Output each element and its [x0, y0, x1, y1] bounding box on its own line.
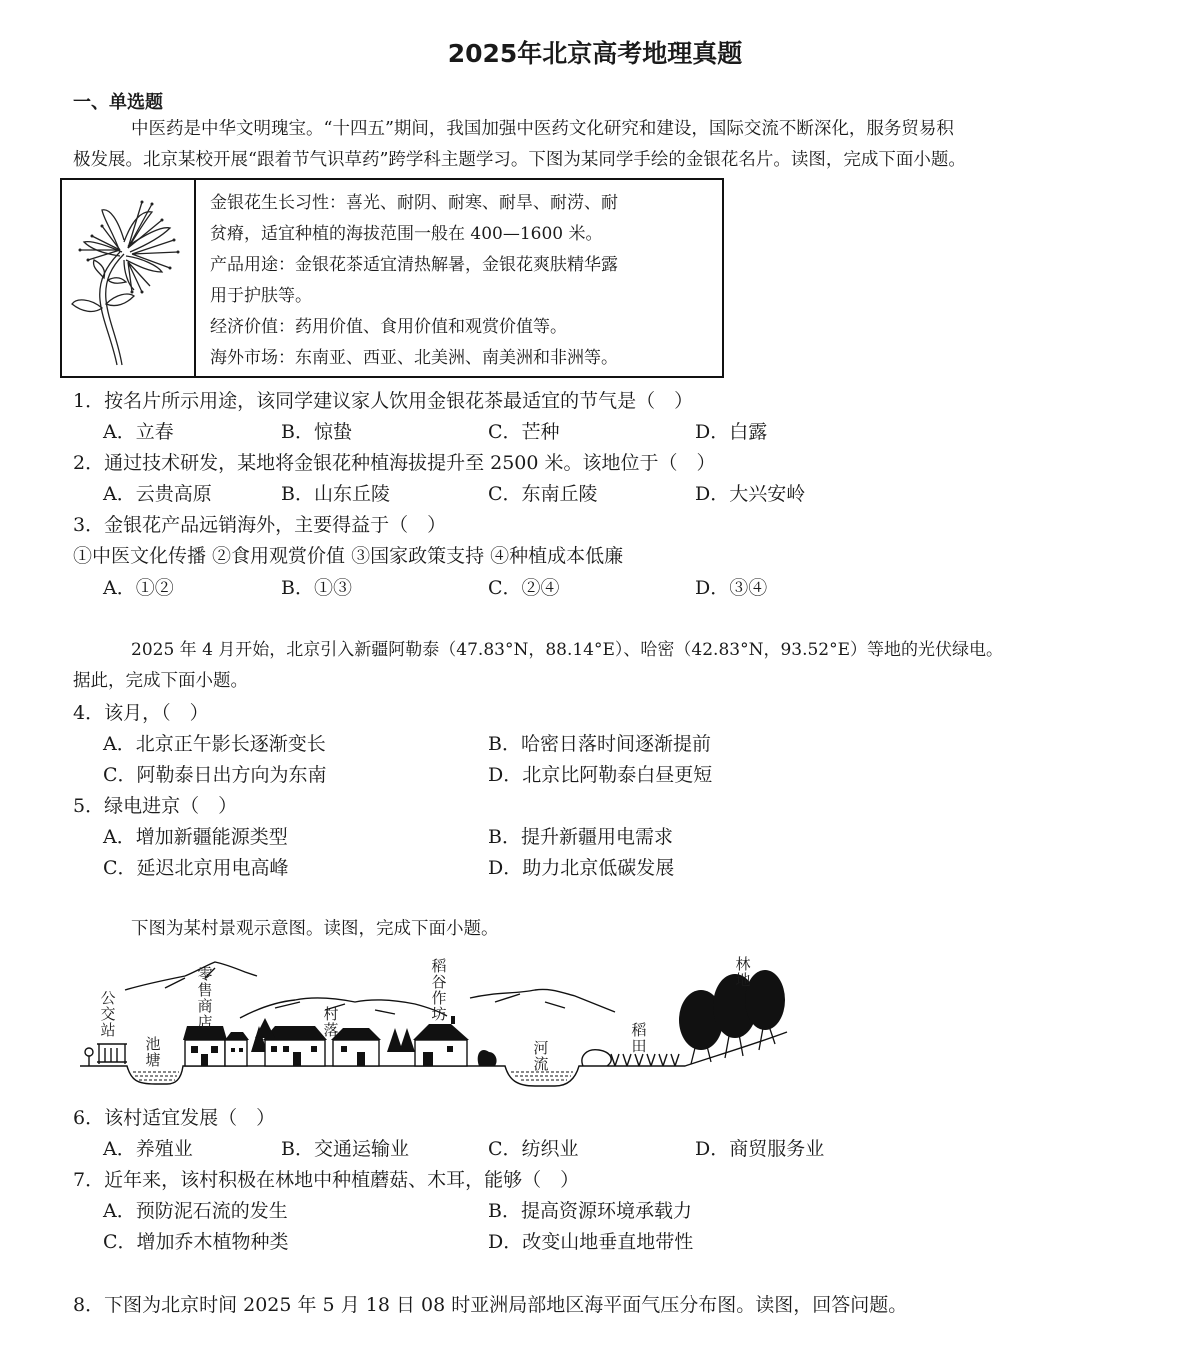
question-7-stem: 7．近年来，该村积极在林地中种植蘑菇、木耳，能够（ ） — [73, 1169, 580, 1191]
label-pond: 池塘 — [145, 1035, 161, 1069]
question-6-option-d[interactable]: D．商贸服务业 — [695, 1138, 825, 1160]
honeysuckle-card — [60, 178, 724, 378]
question-1-option-a[interactable]: A．立春 — [103, 421, 174, 443]
question-4-option-a[interactable]: A．北京正午影长逐渐变长 — [103, 733, 326, 755]
label-retail-shop: 零售商店 — [197, 965, 213, 1031]
intro-paragraph-1-line-1: 中医药是中华文明瑰宝。“十四五”期间，我国加强中医药文化研究和建设，国际交流不断深化，服务贸易积 — [131, 119, 954, 139]
label-village: 村落 — [323, 1005, 339, 1039]
question-5-option-a[interactable]: A．增加新疆能源类型 — [103, 826, 288, 848]
label-rice-workshop: 稻谷作坊 — [431, 957, 447, 1023]
card-line-growth-2: 贫瘠，适宜种植的海拔范围一般在 400—1600 米。 — [210, 224, 603, 244]
question-5-option-b[interactable]: B．提升新疆用电需求 — [488, 826, 673, 848]
card-line-growth-1: 金银花生长习性：喜光、耐阴、耐寒、耐旱、耐涝、耐 — [210, 193, 618, 213]
card-line-overseas-market: 海外市场：东南亚、西亚、北美洲、南美洲和非洲等。 — [210, 348, 618, 368]
question-3-statements: ①中医文化传播 ②食用观赏价值 ③国家政策支持 ④种植成本低廉 — [73, 545, 624, 567]
section-heading: 一、单选题 — [73, 92, 163, 113]
question-6-option-c[interactable]: C．纺织业 — [488, 1138, 579, 1160]
intro-paragraph-2-line-2: 据此，完成下面小题。 — [73, 671, 248, 691]
card-line-economic-value: 经济价值：药用价值、食用价值和观赏价值等。 — [210, 317, 567, 337]
question-1-option-b[interactable]: B．惊蛰 — [281, 421, 352, 443]
question-3-option-a[interactable]: A．①② — [103, 577, 174, 599]
label-paddy-field: 稻田 — [631, 1021, 647, 1055]
question-7-option-a[interactable]: A．预防泥石流的发生 — [103, 1200, 288, 1222]
question-2-option-b[interactable]: B．山东丘陵 — [281, 483, 390, 505]
question-5-option-c[interactable]: C．延迟北京用电高峰 — [103, 857, 289, 879]
card-line-usage-1: 产品用途：金银花茶适宜清热解暑，金银花爽肤精华露 — [210, 255, 618, 275]
question-6-stem: 6．该村适宜发展（ ） — [73, 1107, 276, 1129]
label-river: 河流 — [533, 1039, 549, 1073]
question-3-stem: 3．金银花产品远销海外，主要得益于（ ） — [73, 514, 447, 536]
label-bus-stop: 公交站 — [100, 989, 116, 1039]
question-7-option-b[interactable]: B．提高资源环境承载力 — [488, 1200, 692, 1222]
question-7-option-d[interactable]: D．改变山地垂直地带性 — [488, 1231, 694, 1253]
intro-paragraph-1-line-2: 极发展。北京某校开展“跟着节气识草药”跨学科主题学习。下图为某同学手绘的金银花名片。读图，完成下面小题。 — [73, 150, 966, 170]
question-2-option-d[interactable]: D．大兴安岭 — [695, 483, 806, 505]
card-line-usage-2: 用于护肤等。 — [210, 286, 312, 306]
question-1-option-c[interactable]: C．芒种 — [488, 421, 560, 443]
question-3-option-b[interactable]: B．①③ — [281, 577, 352, 599]
question-4-stem: 4．该月，（ ） — [73, 702, 209, 724]
question-2-option-c[interactable]: C．东南丘陵 — [488, 483, 598, 505]
question-7-option-c[interactable]: C．增加乔木植物种类 — [103, 1231, 289, 1253]
question-2-option-a[interactable]: A．云贵高原 — [103, 483, 212, 505]
question-8-stem: 8．下图为北京时间 2025 年 5 月 18 日 08 时亚洲局部地区海平面气压分布图。读图，回答问题。 — [73, 1294, 908, 1316]
intro-paragraph-2-line-1: 2025 年 4 月开始，北京引入新疆阿勒泰（47.83°N，88.14°E）、哈密（42.83°N，93.52°E）等地的光伏绿电。 — [131, 640, 1004, 660]
honeysuckle-icon — [62, 180, 192, 376]
question-3-option-d[interactable]: D．③④ — [695, 577, 768, 599]
question-3-option-c[interactable]: C．②④ — [488, 577, 560, 599]
question-1-option-d[interactable]: D．白露 — [695, 421, 768, 443]
question-6-option-b[interactable]: B．交通运输业 — [281, 1138, 409, 1160]
question-1-stem: 1．按名片所示用途，该同学建议家人饮用金银花茶最适宜的节气是（ ） — [73, 390, 694, 412]
question-2-stem: 2．通过技术研发，某地将金银花种植海拔提升至 2500 米。该地位于（ ） — [73, 452, 716, 474]
question-5-stem: 5．绿电进京（ ） — [73, 795, 238, 817]
label-forest: 林地 — [735, 955, 751, 989]
card-text — [196, 180, 722, 376]
honeysuckle-illustration — [62, 180, 196, 376]
question-6-option-a[interactable]: A．养殖业 — [103, 1138, 193, 1160]
page-title: 2025年北京高考地理真题 — [447, 39, 743, 68]
question-4-option-d[interactable]: D．北京比阿勒泰白昼更短 — [488, 764, 713, 786]
question-5-option-d[interactable]: D．助力北京低碳发展 — [488, 857, 675, 879]
question-4-option-c[interactable]: C．阿勒泰日出方向为东南 — [103, 764, 327, 786]
intro-paragraph-3: 下图为某村景观示意图。读图，完成下面小题。 — [131, 919, 499, 939]
village-landscape-figure — [75, 948, 795, 1090]
question-4-option-b[interactable]: B．哈密日落时间逐渐提前 — [488, 733, 711, 755]
